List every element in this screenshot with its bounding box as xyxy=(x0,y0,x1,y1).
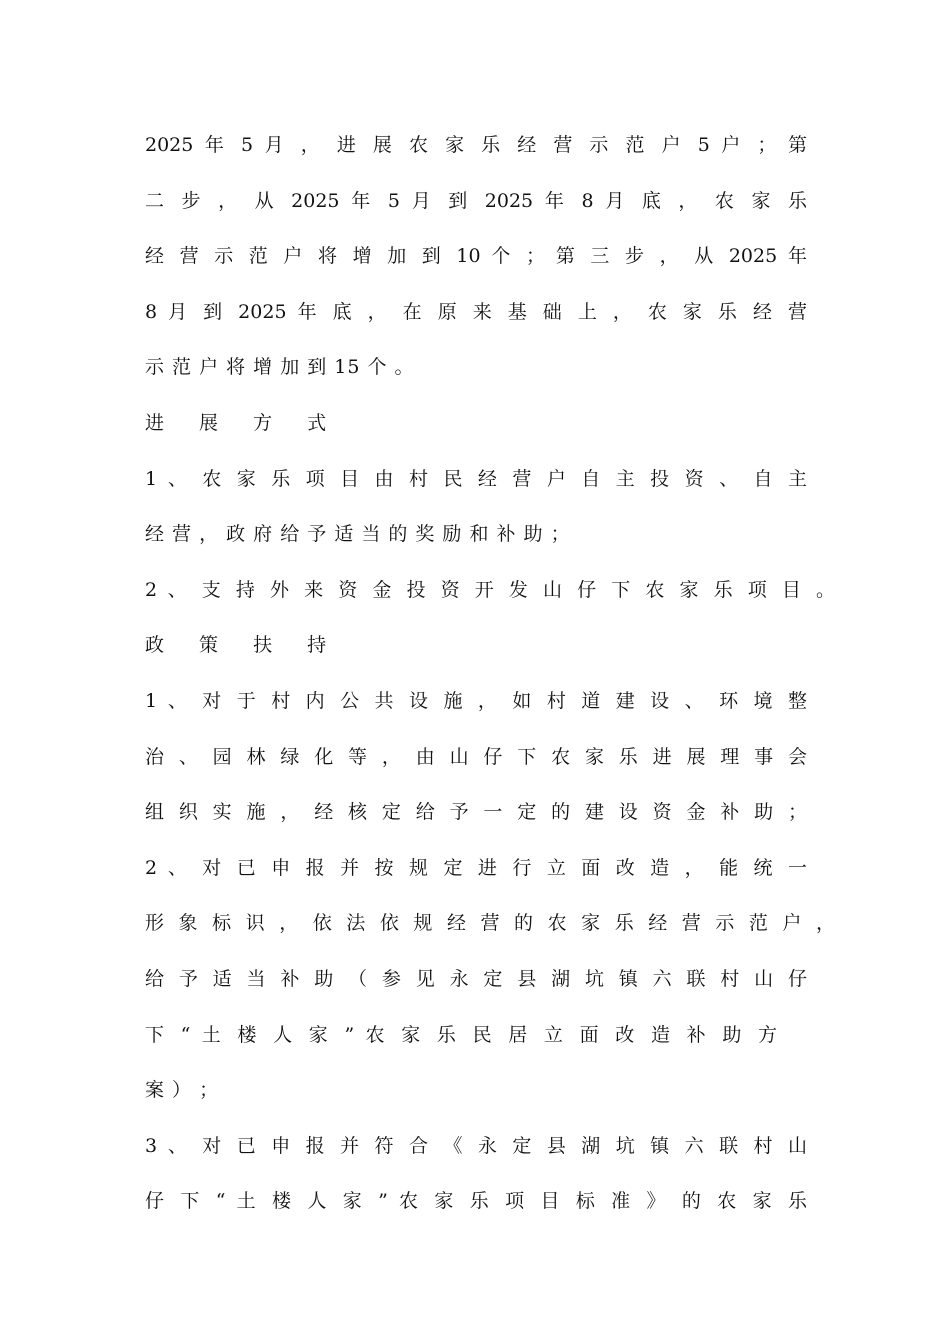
text-line: 2025 年 5 月 ， 进 展 农 家 乐 经 营 示 范 户 5 户 ； 第 xyxy=(145,134,807,156)
text-line: 形 象 标 识 ， 依 法 依 规 经 营 的 农 家 乐 经 营 示 范 户 ， xyxy=(145,912,835,935)
text-line: 2 、 对 已 申 报 并 按 规 定 进 行 立 面 改 造 ， 能 统 一 xyxy=(145,856,807,879)
text-line: 经 营 ， 政 府 给 予 适 当 的 奖 励 和 补 助 ； xyxy=(145,523,571,546)
text-line: 给 予 适 当 补 助 （ 参 见 永 定 县 湖 坑 镇 六 联 村 山 仔 xyxy=(145,967,807,990)
document-body xyxy=(145,125,835,1237)
text-line: 经 营 示 范 户 将 增 加 到 10 个 ； 第 三 步 ， 从 2025 年 xyxy=(145,245,807,268)
section-heading: 政 策 扶 持 xyxy=(145,634,341,657)
text-line: 组 织 实 施 ， 经 核 定 给 予 一 定 的 建 设 资 金 补 助 ； xyxy=(145,801,807,824)
text-line: 8 月 到 2025 年 底 ， 在 原 来 基 础 上 ， 农 家 乐 经 营 xyxy=(145,300,807,323)
text-line: 1 、 农 家 乐 项 目 由 村 民 经 营 户 自 主 投 资 、 自 主 xyxy=(145,467,807,490)
text-line: 案 ） ； xyxy=(145,1079,220,1102)
text-line: 示 范 户 将 增 加 到 15 个 。 xyxy=(145,356,415,379)
text-line: 3 、 对 已 申 报 并 符 合 《 永 定 县 湖 坑 镇 六 联 村 山 xyxy=(145,1134,807,1157)
text-line: 1 、 对 于 村 内 公 共 设 施 ， 如 村 道 建 设 、 环 境 整 xyxy=(145,689,807,712)
text-line: 下 “ 土 楼 人 家 ” 农 家 乐 民 居 立 面 改 造 补 助 方 xyxy=(145,1023,777,1046)
section-heading: 进 展 方 式 xyxy=(145,411,341,434)
text-line: 二 步 ， 从 2025 年 5 月 到 2025 年 8 月 底 ， 农 家 乐 xyxy=(145,189,807,212)
text-line: 仔 下 “ 土 楼 人 家 ” 农 家 乐 项 目 标 准 》 的 农 家 乐 xyxy=(145,1190,807,1213)
text-line: 治 、 园 林 绿 化 等 ， 由 山 仔 下 农 家 乐 进 展 理 事 会 xyxy=(145,745,807,768)
text-line: 2 、 支 持 外 来 资 金 投 资 开 发 山 仔 下 农 家 乐 项 目 。 xyxy=(145,578,835,601)
